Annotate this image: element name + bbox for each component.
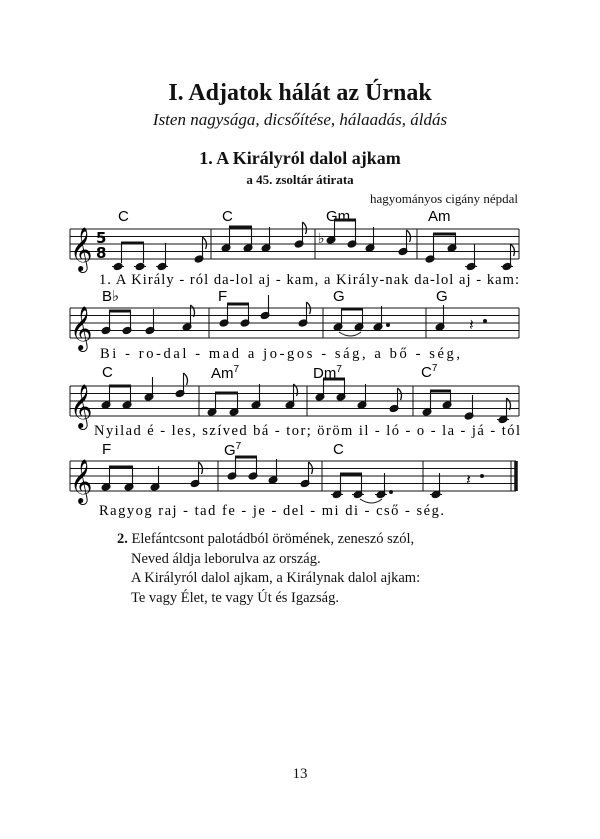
staff-system-3	[70, 363, 520, 439]
measure-8	[435, 305, 486, 334]
chord-label: C	[333, 441, 344, 458]
chord-label: G	[333, 288, 345, 305]
measure-2	[221, 222, 306, 252]
measure-16	[430, 470, 484, 499]
lyrics-line: Bi - ro-dal - mad a jo-gos - ság, a bő - ség,	[100, 346, 461, 362]
chord-label: Am	[428, 208, 451, 225]
flat-icon: ♭	[318, 231, 325, 247]
chord-label: Dm$^7$	[313, 364, 342, 382]
lyrics-line: Ragyog raj - tad fe - je - del - mi di - cső - ség.	[99, 503, 445, 519]
verse-line: Te vagy Élet, te vagy Út és Igazság.	[131, 589, 339, 606]
measure-6	[219, 295, 310, 327]
verse-line: A Királyról dalol ajkam, a Királynak dalol ajkam:	[131, 570, 421, 586]
chord-label: C	[222, 208, 233, 225]
measure-10	[207, 384, 297, 416]
verse-number: 2.	[117, 531, 128, 547]
measure-7	[333, 306, 389, 336]
verse-line: Neved áldja leborulva az ország.	[131, 550, 321, 567]
staff-system-4	[70, 441, 516, 519]
lyrics-line: Nyilad é - les, szíved bá - tor; öröm il - ló - o - la - já - tól	[94, 423, 520, 439]
rest-icon: 𝄽	[469, 315, 474, 334]
verse-line: Elefántcsont palotádból örömének, zeneszó szól,	[131, 531, 415, 547]
chord-label: $C^7$	[421, 363, 438, 381]
chapter-title: I. Adjatok hálát az Úrnak	[168, 80, 432, 106]
page-number: 13	[292, 766, 308, 782]
measure-4	[425, 234, 514, 271]
verse-2	[117, 530, 420, 608]
staff-lines	[70, 461, 516, 491]
dot	[387, 324, 390, 327]
treble-clef-icon: 𝄞	[70, 459, 93, 503]
staff-lines	[70, 386, 519, 416]
treble-clef-icon: 𝄞	[70, 384, 93, 428]
lyrics-line: 1. A Király - ról da-lol aj - kam, a Király-nak da-lol aj - kam:	[99, 272, 519, 288]
time-signature-top: 5	[96, 229, 107, 247]
chord-label: F	[102, 441, 112, 458]
song-subtitle: a 45. zsoltár átirata	[246, 172, 354, 187]
tie	[339, 332, 361, 336]
chord-label: Gm	[326, 208, 351, 225]
chord-label: F	[218, 288, 228, 305]
chord-label: C	[102, 364, 113, 381]
staff-lines	[70, 308, 519, 338]
chord-label: Am$^7$	[211, 364, 240, 382]
time-signature-bottom: 8	[96, 244, 107, 262]
rest-icon: 𝄽	[466, 470, 471, 489]
chapter-subtitle: Isten nagysága, dicsőítése, hálaadás, áldás	[152, 110, 448, 129]
song-origin: hagyományos cigány népdal	[369, 191, 518, 206]
chord-label: C	[118, 208, 129, 225]
chord-label: $G^7$	[224, 441, 242, 459]
measure-11	[315, 379, 401, 413]
measure-15	[331, 473, 393, 503]
measure-3	[318, 220, 411, 256]
chord-label: B♭	[102, 288, 120, 305]
measure-13	[101, 462, 202, 491]
measure-9	[101, 373, 187, 409]
chord-label: G	[436, 288, 448, 305]
staff-system-2	[70, 288, 519, 362]
song-title: 1. A Királyról dalol ajkam	[199, 148, 401, 168]
treble-clef-icon: 𝄞	[70, 227, 93, 271]
staff-system-1	[70, 208, 519, 288]
treble-clef-icon: 𝄞	[70, 306, 93, 350]
measure-12	[422, 391, 510, 424]
